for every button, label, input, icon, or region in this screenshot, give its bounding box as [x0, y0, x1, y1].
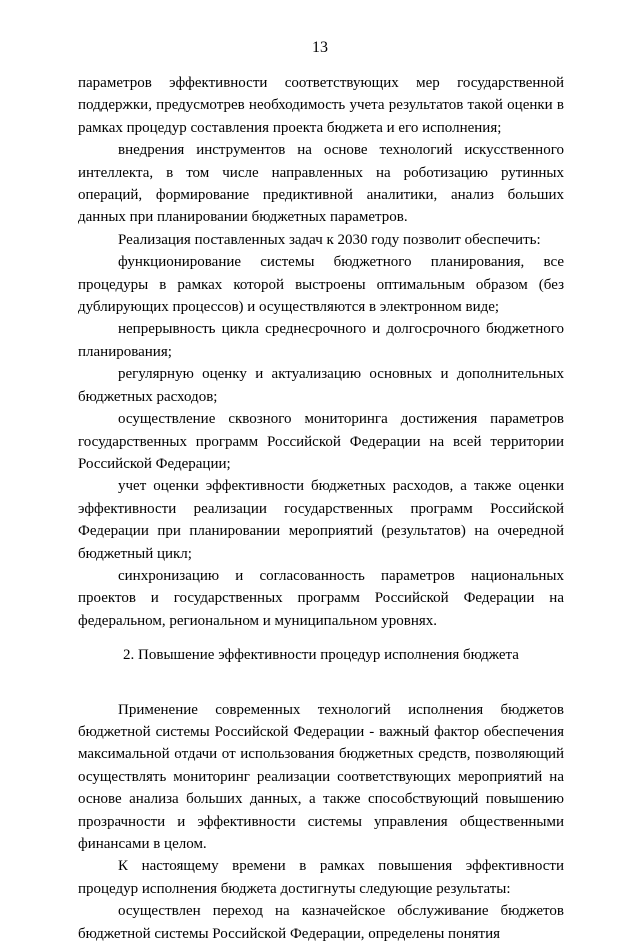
- paragraph: регулярную оценку и актуализацию основных и дополнительных бюджетных расходов;: [78, 366, 564, 405]
- paragraph: параметров эффективности соответствующих мер государственной поддержки, предусмотрев необходимость учета результатов такой оценки в рамках процедур составления проекта бюджета и его исполнения;: [78, 75, 564, 136]
- paragraph: осуществление сквозного мониторинга достижения параметров государственных программ Российской Федерации на всей территории Российской Федерации;: [78, 411, 564, 472]
- paragraph: функционирование системы бюджетного планирования, все процедуры в рамках которой выстроены оптимальным образом (без дублирующих процессов) и осуществляются в электронном виде;: [78, 254, 564, 316]
- paragraph: Реализация поставленных задач к 2030 году позволит обеспечить:: [118, 231, 541, 248]
- paragraph: непрерывность цикла среднесрочного и долгосрочного бюджетного планирования;: [78, 321, 564, 360]
- paragraph: внедрения инструментов на основе технологий искусственного интеллекта, в том числе направленных на роботизацию рутинных операций, формирование предиктивной аналитики, анализ больших данных при планировании бюджетных параметров.: [78, 142, 564, 226]
- document-body: [78, 72, 564, 945]
- paragraph: Применение современных технологий исполнения бюджетов бюджетной системы Российской Федерации - важный фактор обеспечения максимальной отдачи от использования бюджетных средств, позволяющий осуществлять мониторинг реализации соответствующих мероприятий на основе анализа больших данных, а также способствующий повышению прозрачности и эффективности системы управления общественными финансами в целом.: [78, 701, 564, 852]
- section-heading: 2. Повышение эффективности процедур исполнения бюджета: [123, 647, 519, 664]
- paragraph: учет оценки эффективности бюджетных расходов, а также оценки эффективности реализации государственных программ Российской Федерации при планировании мероприятий (результатов) на очередной бюджетный цикл;: [78, 478, 564, 562]
- paragraph: осуществлен переход на казначейское обслуживание бюджетов бюджетной системы Российской Федерации, определены понятия: [78, 903, 564, 942]
- paragraph: синхронизацию и согласованность параметров национальных проектов и государственных программ Российской Федерации на федеральном, региональном и муниципальном уровнях.: [78, 567, 564, 629]
- paragraph: К настоящему времени в рамках повышения эффективности процедур исполнения бюджета достигнуты следующие результаты:: [78, 858, 564, 897]
- page-number: 13: [312, 39, 328, 56]
